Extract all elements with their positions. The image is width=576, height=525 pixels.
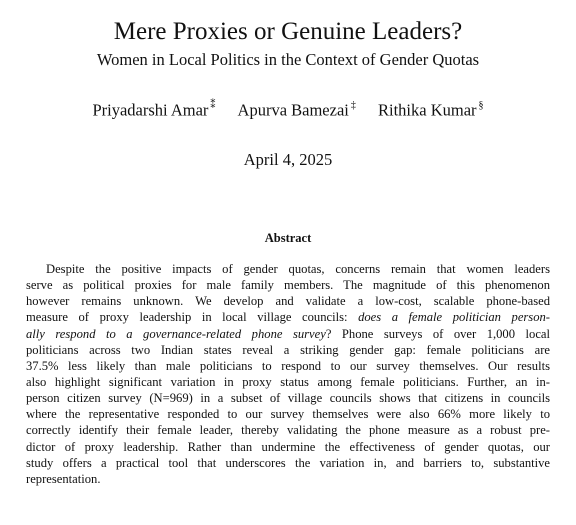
abstract-line [26, 439, 550, 455]
paper-title: Mere Proxies or Genuine Leaders? [113, 18, 463, 45]
author-name: Priyadarshi Amar [92, 100, 209, 120]
author-1 [92, 97, 215, 121]
abstract-text: ? Phone surveys of over 1,000 local [325, 326, 550, 341]
abstract-text: person citizen survey (N=969) in a subset of village councils shows that citizens in councils [26, 391, 550, 406]
abstract-line [26, 261, 550, 277]
abstract-line [26, 326, 550, 342]
abstract-emphasis: does a female politician person- [358, 310, 550, 325]
abstract-text: correctly identify their female leader, thereby validating the phone measure as a robust pre- [26, 423, 550, 438]
author-list [0, 97, 576, 121]
abstract-emphasis: ally respond to a governance-related phone survey [26, 326, 326, 341]
author-3 [378, 97, 484, 121]
abstract-text: dictor of proxy leadership. Rather than undermine the effectiveness of gender quotas, our [26, 439, 550, 454]
abstract-line [26, 374, 550, 390]
abstract-text: politicians across two Indian states reveal a striking gender gap: female politicians are [26, 342, 550, 357]
abstract-text: serve as political proxies for male family members. The magnitude of this phenomenon [26, 278, 550, 293]
abstract-line [26, 277, 550, 293]
abstract-text: measure of proxy leadership in local village councils: [26, 310, 359, 325]
abstract-text: however remains unknown. We develop and validate a low-cost, scalable phone-based [26, 294, 550, 309]
paper-date: April 4, 2025 [243, 150, 333, 169]
abstract-line [26, 455, 550, 471]
author-footnote-mark: ⁑ [210, 100, 216, 111]
author-2 [238, 97, 356, 121]
abstract-text: study offers a practical tool that underscores the variation in, and barriers to, substantive [26, 455, 550, 470]
abstract-line [26, 422, 550, 438]
abstract-line [26, 358, 550, 374]
abstract-text: Despite the positive impacts of gender quotas, concerns remain that women leaders [46, 262, 550, 276]
paper-subtitle: Women in Local Politics in the Context of Gender Quotas [96, 50, 480, 69]
abstract-heading: Abstract [264, 231, 312, 245]
author-footnote-mark: § [478, 100, 484, 111]
abstract-line [26, 293, 550, 309]
abstract-text: representation. [26, 471, 101, 486]
author-name: Rithika Kumar [377, 100, 477, 120]
author-footnote-mark: ‡ [350, 100, 356, 111]
abstract-text: also highlight significant variation in proxy status among female politicians. Further, an in- [26, 374, 550, 389]
abstract-line [26, 471, 550, 487]
author-name: Apurva Bamezai [237, 100, 349, 120]
abstract-line [26, 390, 550, 406]
abstract-text: 37.5% less likely than male politicians to respond to our survey themselves. Our results [26, 358, 550, 373]
abstract-text: where the representative responded to our survey themselves were also 66% more likely to [26, 407, 550, 422]
abstract-line [26, 406, 550, 422]
abstract-body [26, 261, 550, 487]
abstract-line [26, 342, 550, 358]
abstract-line [26, 309, 550, 325]
